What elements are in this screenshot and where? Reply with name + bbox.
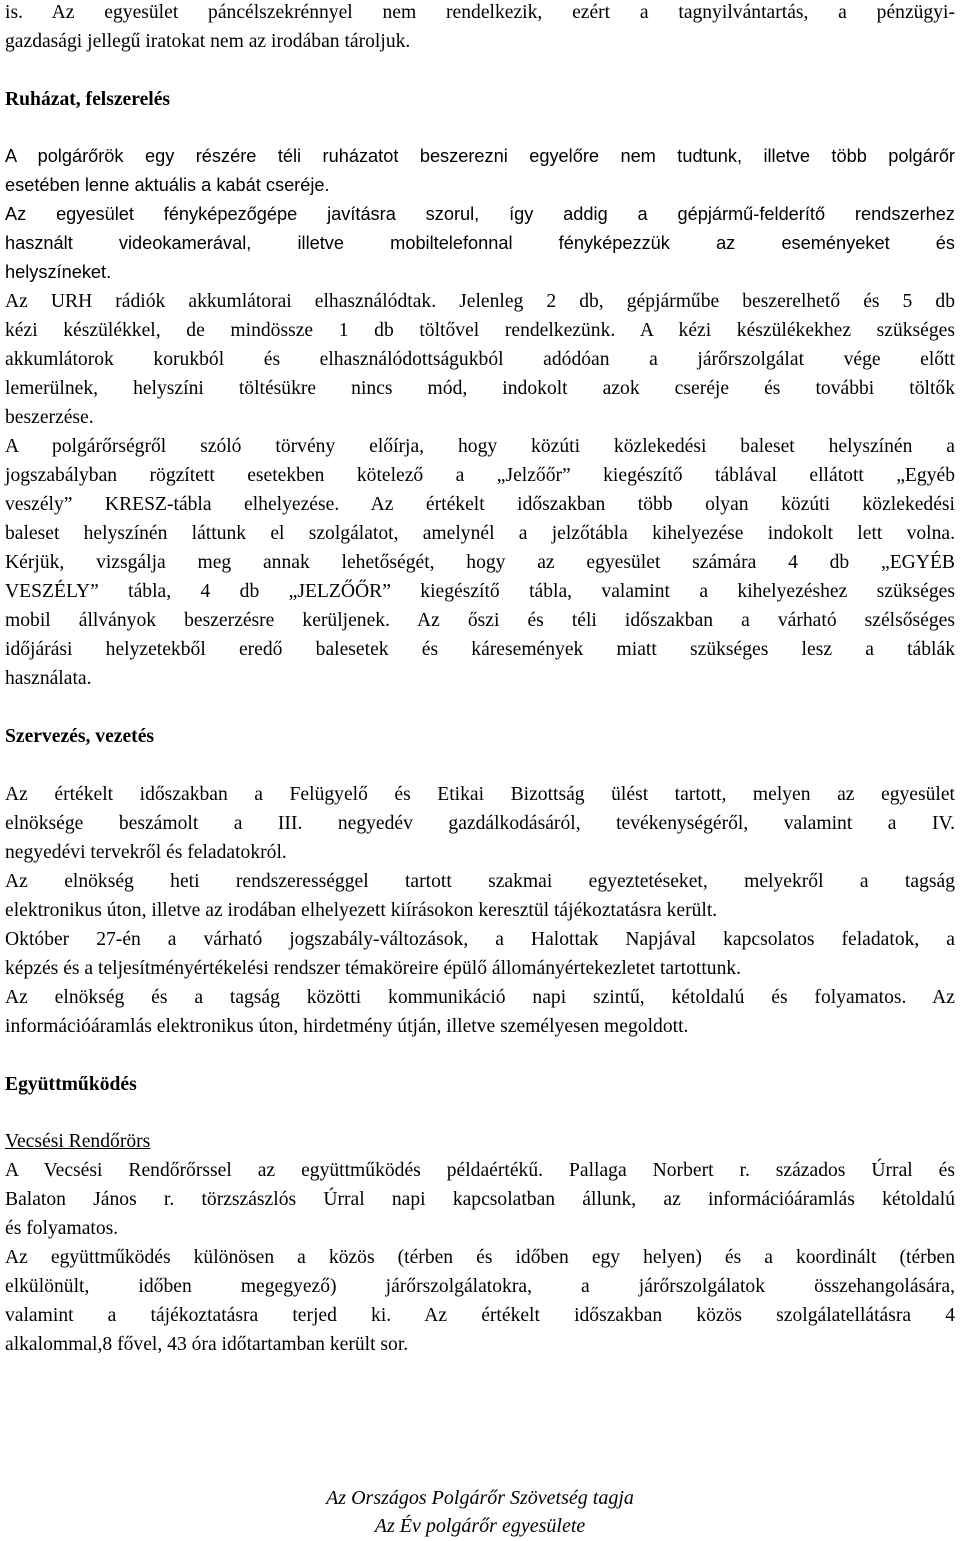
text-line: és folyamatos. — [5, 1218, 119, 1239]
text-line: A polgárőrségről szóló törvény előírja, hogy közúti közlekedési baleset helyszínén a — [5, 436, 955, 457]
text-line: elkülönült, időben megegyező) járőrszolgálatokra, a járőrszolgálatok összehangolására, — [5, 1276, 955, 1297]
text-line: használata. — [5, 668, 92, 689]
text-line: lemerülnek, helyszíni töltésükre nincs mód, indokolt azok cseréje és további töltők — [5, 378, 955, 399]
text-line: elnöksége beszámolt a III. negyedév gazdálkodásáról, tevékenységéről, valamint a IV. — [5, 813, 955, 834]
text-line: Az egyesület fényképezőgépe javításra szorul, így addig a gépjármű-felderítő rendszerhez — [5, 204, 955, 224]
ruhazat-paragraph-4 — [5, 432, 955, 693]
text-line: Az elnökség heti rendszerességgel tartott szakmai egyeztetéseket, melyekről a tagság — [5, 871, 955, 892]
ruhazat-paragraph-1 — [5, 142, 955, 200]
text-line: A Vecsési Rendőrőrssel az együttműködés példaértékű. Pallaga Norbert r. százados Úrral és — [5, 1160, 955, 1181]
text-line: használt videokamerával, illetve mobiltelefonnal fényképezzük az eseményeket és — [5, 233, 955, 253]
egyuttmukodes-paragraph — [5, 1156, 955, 1359]
text-line: mobil állványok beszerzésre kerüljenek. Az őszi és téli időszakban a várható szélsőséges — [5, 610, 955, 631]
section-heading-ruhazat: Ruházat, felszerelés — [5, 89, 171, 110]
text-line: időjárási helyzetekből eredő balesetek és káresemények miatt szükséges lesz a táblák — [5, 639, 955, 660]
text-line: is. Az egyesület páncélszekrénnyel nem rendelkezik, ezért a tagnyilvántartás, a pénzügyi- — [5, 2, 955, 23]
footer-line-2: Az Év polgárőr egyesülete — [374, 1515, 586, 1537]
text-line: A polgárőrök egy részére téli ruházatot beszerezni egyelőre nem tudtunk, illetve több polgárőr — [5, 146, 955, 166]
text-span: Jelenleg 2 db, gépjárműbe beszerelhető és 5 db — [436, 291, 955, 312]
text-line: valamint a tájékoztatásra terjed ki. Az értékelt időszakban közös szolgálatellátásra 4 — [5, 1305, 955, 1326]
section-heading-szervezes: Szervezés, vezetés — [5, 726, 155, 747]
section-heading-egyuttmukodes: Együttműködés — [5, 1074, 137, 1095]
ruhazat-paragraph-2 — [5, 200, 955, 287]
text-line: baleset helyszínén láttunk el szolgálatot, amelynél a jelzőtábla kihelyezése indokolt lett volna. — [5, 523, 955, 544]
text-line: Kérjük, vizsgálja meg annak lehetőségét, hogy az egyesület számára 4 db „EGYÉB — [5, 552, 955, 573]
text-line: veszély” KRESZ-tábla elhelyezése. Az értékelt időszakban több olyan közúti közlekedési — [5, 494, 955, 515]
text-line: akkumlátorok korukból és elhasználódottságukból adódóan a járőrszolgálat vége előtt — [5, 349, 955, 370]
text-line — [5, 287, 955, 316]
text-line: Az együttműködés különösen a közös (térben és időben egy helyen) és a koordinált (térben — [5, 1247, 955, 1268]
text-line: elektronikus úton, illetve az irodában elhelyezett kiírásokon keresztül tájékoztatásra került. — [5, 900, 718, 921]
footer-line-1: Az Országos Polgárőr Szövetség tagja — [326, 1487, 634, 1509]
ruhazat-paragraph-3 — [5, 287, 955, 432]
text-line: gazdasági jellegű iratokat nem az irodában tároljuk. — [5, 31, 411, 52]
text-line: jogszabályban rögzített esetekben kötelező a „Jelzőőr” kiegészítő táblával ellátott „Egyéb — [5, 465, 955, 486]
szervezes-paragraph — [5, 780, 955, 1041]
text-line: beszerzése. — [5, 407, 94, 428]
subheading-vecsesi-rendororos: Vecsési Rendőrörs — [5, 1131, 151, 1152]
text-span: Az URH rádiók akkumlátorai elhasználódtak. — [5, 291, 437, 312]
text-line: Az elnökség és a tagság közötti kommunikáció napi szintű, kétoldalú és folyamatos. Az — [5, 987, 955, 1008]
text-line: alkalommal,8 fővel, 43 óra időtartamban került sor. — [5, 1334, 409, 1355]
text-line: esetében lenne aktuális a kabát cseréje. — [5, 175, 330, 195]
text-line: Balaton János r. törzszászlós Úrral napi kapcsolatban állunk, az információáramlás kétoldalú — [5, 1189, 955, 1210]
text-line: Az értékelt időszakban a Felügyelő és Etikai Bizottság ülést tartott, melyen az egyesület — [5, 784, 955, 805]
text-line: kézi készülékkel, de mindössze 1 db töltővel rendelkezünk. A kézi készülékekhez szükséges — [5, 320, 955, 341]
text-line: képzés és a teljesítményértékelési rendszer témaköreire épülő állományértekezletet tartottunk. — [5, 958, 742, 979]
intro-paragraph — [5, 0, 955, 56]
text-line: negyedévi tervekről és feladatokról. — [5, 842, 287, 863]
text-line: helyszíneket. — [5, 262, 112, 282]
text-line: információáramlás elektronikus úton, hirdetmény útján, illetve személyesen megoldott. — [5, 1016, 689, 1037]
text-line: VESZÉLY” tábla, 4 db „JELZŐŐR” kiegészítő tábla, valamint a kihelyezéshez szükséges — [5, 581, 955, 602]
text-line: Október 27-én a várható jogszabály-változások, a Halottak Napjával kapcsolatos feladatok, a — [5, 929, 955, 950]
